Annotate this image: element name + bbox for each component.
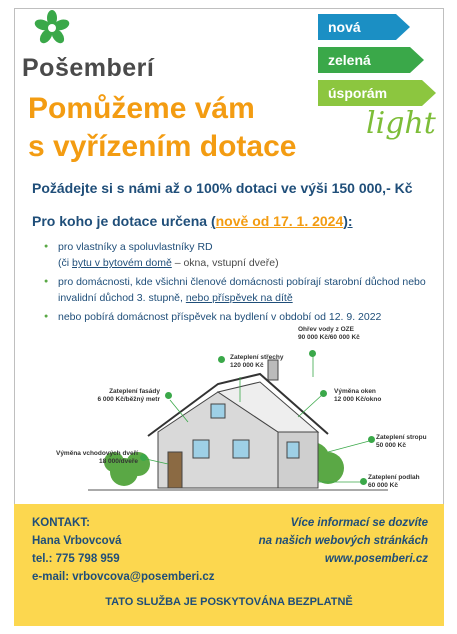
info-block <box>259 514 428 568</box>
headline-line2: s vyřízením dotace <box>28 130 297 163</box>
b2-underline: nebo příspěvek na dítě <box>185 292 293 304</box>
label-stropu-title: Zateplení stropu <box>376 434 427 441</box>
marker-dot <box>320 390 327 397</box>
eligibility-prefix: Pro koho je dotace určena <box>32 213 208 229</box>
label-dveri-title: Výměna vchodových dveří <box>55 450 138 457</box>
contact-email[interactable]: e-mail: vrbovcova@posemberi.cz <box>32 571 215 583</box>
logo-text: Pošemberí <box>22 54 155 82</box>
label-podlah <box>368 474 420 490</box>
label-dveri-value: 18 000/dveře <box>98 458 138 465</box>
marker-dot <box>165 392 172 399</box>
flower-icon <box>34 10 70 50</box>
new-from-date: nově od 17. 1. 2024 <box>215 213 344 229</box>
info-line1: Více informací se dozvíte <box>290 517 428 529</box>
label-podlah-title: Zateplení podlah <box>368 474 420 481</box>
subheadline: Požádejte si s námi až o 100% dotaci ve výši 150 000,- Kč <box>32 180 413 196</box>
b1-line2b: – okna, vstupní dveře) <box>171 257 279 269</box>
badge-nova: nová <box>328 19 361 35</box>
info-line2: na našich webových stránkách <box>258 535 428 547</box>
contact-block <box>32 514 215 586</box>
contact-heading: KONTAKT: <box>32 517 90 529</box>
house-illustration <box>28 322 438 500</box>
badge-usporam: úsporám <box>328 85 388 101</box>
b1-line1: pro vlastníky a spoluvlastníky RD <box>58 241 213 253</box>
list-item <box>44 239 444 271</box>
headline <box>28 90 296 166</box>
marker-dot <box>140 454 147 461</box>
marker-dot <box>218 356 225 363</box>
marker-dot <box>309 350 316 357</box>
b1-line2u: bytu v bytovém domě <box>72 257 172 269</box>
marker-dot <box>368 436 375 443</box>
label-strechy <box>230 354 283 370</box>
label-podlah-value: 60 000 Kč <box>368 482 398 489</box>
label-dveri <box>32 450 138 466</box>
badge-zelena: zelená <box>328 52 371 68</box>
b1-line2a: (či <box>58 257 72 269</box>
headline-line1: Pomůžeme vám <box>28 92 255 125</box>
label-strechy-title: Zateplení střechy <box>230 354 284 361</box>
label-ohrev <box>298 326 360 342</box>
label-ohrev-value: 90 000 Kč/60 000 Kč <box>298 334 360 341</box>
label-oken-title: Výměna oken <box>334 388 376 395</box>
label-fasady-title: Zateplení fasády <box>109 388 160 395</box>
marker-dot <box>360 478 367 485</box>
contact-footer <box>14 504 444 626</box>
eligibility-list <box>44 239 444 328</box>
paren-close: ): <box>343 213 353 229</box>
label-stropu-value: 50 000 Kč <box>376 442 406 449</box>
posemberi-logo <box>22 6 192 82</box>
b2-text: pro domácnosti, kde všichni členové domácnosti pobírají starobní důchod nebo invalidní důchod 3. stupně, <box>58 276 426 304</box>
b3-text: nebo pobírá domácnost příspěvek na bydlení v období od 12. 9. 2022 <box>58 311 382 323</box>
free-service-note: TATO SLUŽBA JE POSKYTOVÁNA BEZPLATNĚ <box>105 596 353 608</box>
label-strechy-value: 120 000 Kč <box>230 362 264 369</box>
list-item <box>44 274 444 306</box>
label-ohrev-title: Ohřev vody z OZE <box>298 326 354 333</box>
nova-zelena-usporam-badge <box>318 14 436 144</box>
paren-open: ( <box>210 213 216 229</box>
label-oken-value: 12 000 Kč/okno <box>334 396 382 403</box>
label-oken <box>334 388 381 404</box>
label-fasady <box>52 388 160 404</box>
badge-light: light <box>366 106 436 141</box>
contact-name: Hana Vrbovcová <box>32 535 122 547</box>
eligibility-heading <box>32 213 353 229</box>
label-stropu <box>376 434 427 450</box>
website-link[interactable]: www.posemberi.cz <box>324 553 428 565</box>
contact-phone[interactable]: tel.: 775 798 959 <box>32 553 120 565</box>
label-fasady-value: 6 000 Kč/běžný metr <box>97 396 160 403</box>
